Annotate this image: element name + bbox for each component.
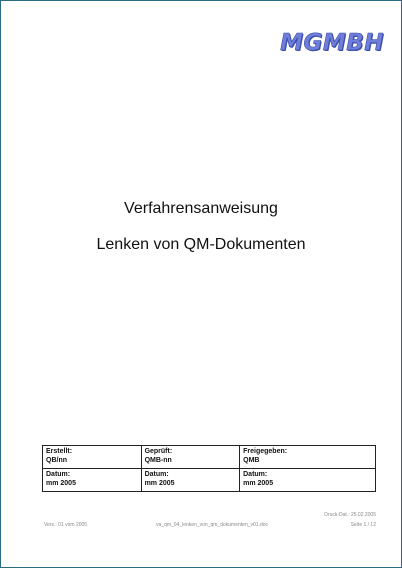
released-cell [240, 446, 376, 469]
file-name: va_qm_04_lenken_von_qm_dokumenten_v01.doc [156, 522, 269, 528]
table-row [43, 446, 376, 469]
created-date-cell [43, 469, 142, 492]
document-title: Lenken von QM-Dokumenten [96, 236, 306, 253]
checked-date: mm 2005 [144, 480, 175, 487]
document-type: Verfahrensanweisung [124, 200, 278, 217]
print-date: Druck-Dat.: 25.02.2005 [324, 512, 376, 518]
company-logo: MGMBH [280, 30, 384, 56]
released-label: Freigegeben: [243, 448, 288, 455]
released-date-cell [240, 469, 376, 492]
created-label: Erstellt: [46, 448, 73, 455]
released-date: mm 2005 [243, 480, 274, 487]
released-value: QMB [243, 457, 260, 464]
created-date: mm 2005 [46, 480, 76, 487]
created-date-label: Datum: [46, 471, 71, 478]
checked-value: QMB-nn [144, 457, 172, 464]
checked-date-label: Datum: [144, 471, 169, 478]
released-date-label: Datum: [243, 471, 268, 478]
created-cell [43, 446, 142, 469]
checked-date-cell [141, 469, 240, 492]
checked-label: Geprüft: [144, 448, 173, 455]
signature-table [42, 445, 376, 492]
page-number: Seite 1 / 12 [350, 522, 376, 528]
checked-cell [141, 446, 240, 469]
created-value: QB/nn [46, 457, 67, 464]
table-row [43, 469, 376, 492]
version-info: Vers.: 01 vom 2005 [44, 522, 88, 528]
